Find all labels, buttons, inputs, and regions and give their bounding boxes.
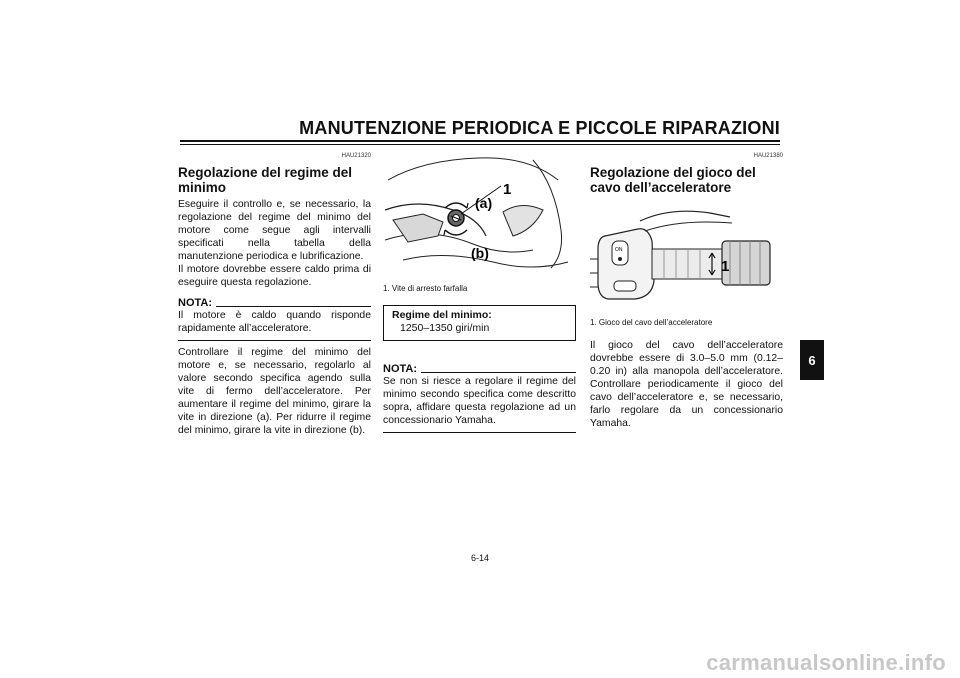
section-code-2: HAU21380 [753,153,783,159]
idle-body: Controllare il regime del minimo del motore e, se necessario, regolarlo al valore secondo specifica agendo sulla vite di fermo dell’acceleratore. Per aumentare il regime del minimo, girare la vite in direzione (a). Per ridurre il regime del minimo, girare la vite in direzione (b). [178,347,371,436]
figure2-label-1: 1 [721,258,730,275]
spec-box [383,305,576,341]
note-rule [216,306,371,307]
figure-caption: 1. Vite di arresto farfalla [383,284,468,293]
figure-throttle-grip [590,201,783,329]
note-label: NOTA: [178,297,213,309]
idle-intro: Eseguire il controllo e, se necessario, la regolazione del regime del minimo del motore come segue agli intervalli specificati nella tabella della manutenzione periodica e lubrificazione. [178,199,371,262]
note2-text: Se non si riesce a regolare il regime del minimo secondo specifica come descritto sopra, affidare questa regolazione ad un concessionario Yamaha. [383,375,576,433]
column-idle-speed [178,150,371,437]
spec-value: 1250–1350 giri/min [400,322,490,334]
throttle-grip-illustration [590,201,783,309]
page-header-title: MANUTENZIONE PERIODICA E PICCOLE RIPARAZIONI [299,118,780,138]
svg-text:ON: ON [615,247,623,253]
note-text: Il motore è caldo quando risponde rapidamente all’acceleratore. [178,309,371,341]
figure-label-b: (b) [471,245,489,261]
spec-label: Regime del minimo: [392,309,492,321]
cable-body: Il gioco del cavo dell’acceleratore dovrebbe essere di 3.0–5.0 mm (0.12–0.20 in) alla manopola dell’acceleratore. Controllare periodicamente il gioco del cavo dell’acceleratore e, se necessario, farlo regolare da un concessionario Yamaha. [590,340,783,429]
header-rule-thick [180,140,780,142]
note2-label: NOTA: [383,363,418,375]
figure-label-1: 1 [503,181,512,198]
figure-label-a: (a) [475,195,493,211]
note2-rule [421,372,576,373]
throttle-stop-screw-illustration [383,150,576,275]
note-heading [178,297,371,309]
chapter-tab: 6 [800,340,824,380]
figure2-caption: 1. Gioco del cavo dell’acceleratore [590,318,713,327]
watermark: carmanualsonline.info [706,650,946,675]
section-title-cable: Regolazione del gioco del cavo dell’acceleratore [590,165,756,195]
header-rule-thin [180,144,780,145]
section-title-idle: Regolazione del regime del minimo [178,165,353,195]
section-code: HAU21320 [341,153,371,159]
column-throttle-cable [590,150,783,430]
figure-throttle-stop-screw [383,150,576,295]
column-figure-spec [383,150,576,438]
idle-intro-2: Il motore dovrebbe essere caldo prima di eseguire questa regolazione. [178,264,371,288]
note2-heading [383,363,576,375]
page-number: 6-14 [470,553,489,563]
